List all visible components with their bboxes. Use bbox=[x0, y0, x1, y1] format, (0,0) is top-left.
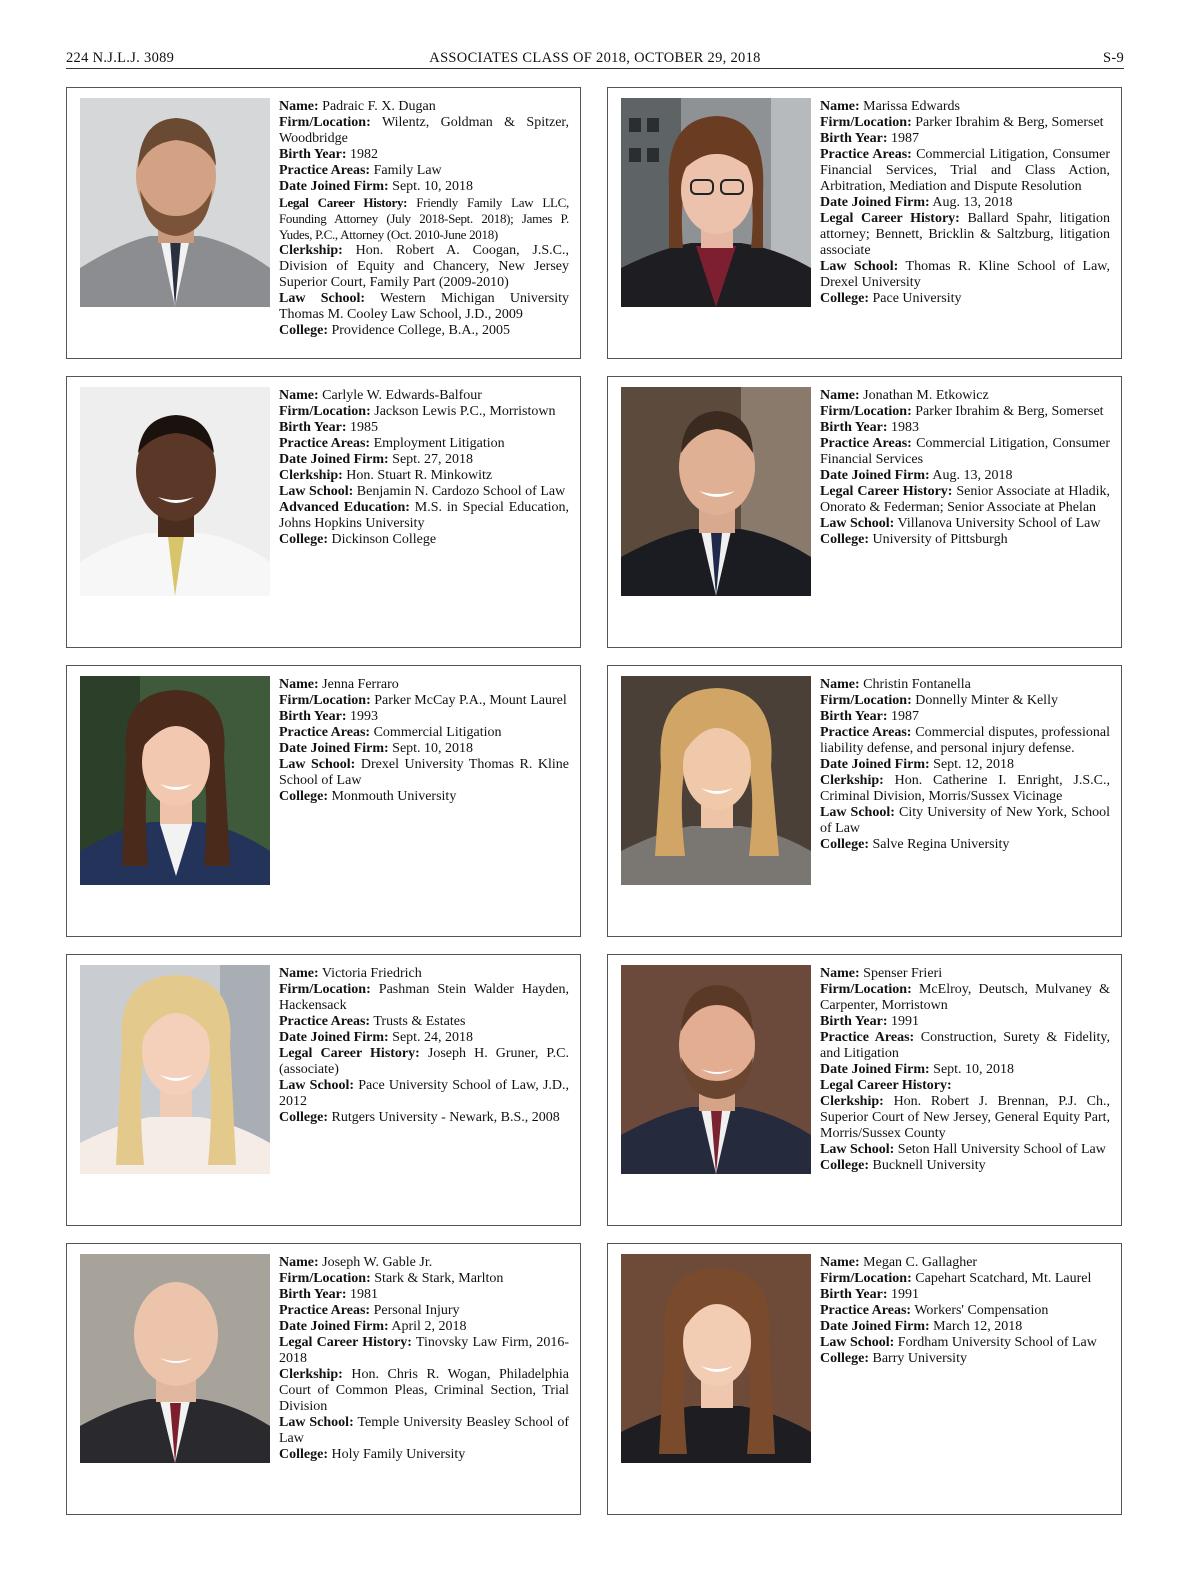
field-label: College: bbox=[820, 291, 869, 306]
profile-card bbox=[607, 376, 1122, 648]
field-value: Commercial Litigation bbox=[373, 725, 502, 740]
field-value: Carlyle W. Edwards-Balfour bbox=[322, 388, 482, 403]
field-date-joined bbox=[279, 1319, 569, 1335]
profile-details bbox=[820, 1255, 1110, 1367]
field-label: Clerkship: bbox=[279, 243, 343, 258]
field-value: Parker McCay P.A., Mount Laurel bbox=[374, 693, 567, 708]
field-value: Seton Hall University School of Law bbox=[897, 1142, 1106, 1157]
field-value: Stark & Stark, Marlton bbox=[374, 1271, 504, 1286]
field-date-joined bbox=[820, 195, 1110, 211]
field-date-joined bbox=[820, 468, 1110, 484]
field-law-school bbox=[820, 1335, 1110, 1351]
field-practice-areas bbox=[820, 1303, 1110, 1319]
field-firm-location bbox=[279, 1271, 569, 1287]
field-value: Benjamin N. Cardozo School of Law bbox=[356, 484, 566, 499]
field-value: Sept. 10, 2018 bbox=[392, 741, 474, 756]
portrait-photo bbox=[621, 1254, 811, 1463]
field-label: Date Joined Firm: bbox=[820, 757, 930, 772]
field-label: Advanced Education: bbox=[279, 500, 410, 515]
field-firm-location bbox=[279, 404, 569, 420]
field-label: Law School: bbox=[820, 1335, 895, 1350]
field-label: College: bbox=[820, 837, 869, 852]
field-value: Hon. Catherine I. Enright, J.S.C., Criminal Division, Morris/Sussex Vicinage bbox=[820, 773, 1111, 804]
field-label: Birth Year: bbox=[279, 1287, 347, 1302]
field-law-school bbox=[820, 1142, 1110, 1158]
profile-card bbox=[607, 954, 1122, 1226]
field-label: College: bbox=[279, 532, 328, 547]
profile-card bbox=[66, 954, 581, 1226]
field-label: Practice Areas: bbox=[279, 1014, 371, 1029]
field-label: Name: bbox=[279, 966, 319, 981]
field-practice-areas bbox=[279, 1014, 569, 1030]
field-law-school bbox=[279, 1078, 569, 1110]
field-value: Sept. 27, 2018 bbox=[392, 452, 474, 467]
field-label: Name: bbox=[820, 677, 860, 692]
field-birth-year bbox=[279, 1287, 569, 1303]
field-value: Commercial Litigation, Consumer Financial Services bbox=[820, 436, 1110, 467]
field-label: Legal Career History: bbox=[279, 195, 408, 210]
field-name bbox=[820, 99, 1110, 115]
field-value: Sept. 24, 2018 bbox=[392, 1030, 474, 1045]
header-citation: 224 N.J.L.J. 3089 bbox=[66, 50, 175, 66]
field-value: Megan C. Gallagher bbox=[863, 1255, 978, 1270]
field-firm-location bbox=[279, 982, 569, 1014]
field-clerkship bbox=[279, 468, 569, 484]
field-label: College: bbox=[820, 1158, 869, 1173]
field-value: Jackson Lewis P.C., Morristown bbox=[374, 404, 556, 419]
field-label: Practice Areas: bbox=[820, 436, 912, 451]
field-value: Pashman Stein Walder Hayden, Hackensack bbox=[279, 982, 569, 1013]
profile-details bbox=[820, 966, 1110, 1174]
field-practice-areas bbox=[820, 725, 1110, 757]
field-value: Drexel University Thomas R. Kline School of Law bbox=[279, 757, 569, 788]
field-date-joined bbox=[820, 757, 1110, 773]
field-value: Jenna Ferraro bbox=[322, 677, 399, 692]
field-name bbox=[820, 677, 1110, 693]
portrait-photo bbox=[80, 98, 270, 307]
field-value: Commercial Litigation, Consumer Financial Services, Trial and Class Action, Arbitration, Mediation and Dispute Resolution bbox=[820, 147, 1110, 194]
field-label: Name: bbox=[820, 99, 860, 114]
field-value: Barry University bbox=[872, 1351, 967, 1366]
field-label: Practice Areas: bbox=[820, 147, 912, 162]
portrait-photo bbox=[621, 676, 811, 885]
field-value: Parker Ibrahim & Berg, Somerset bbox=[915, 404, 1104, 419]
field-label: Date Joined Firm: bbox=[820, 1062, 930, 1077]
portrait-photo bbox=[621, 387, 811, 596]
field-college bbox=[279, 1110, 569, 1126]
field-value: Rutgers University - Newark, B.S., 2008 bbox=[331, 1110, 560, 1125]
field-value: Donnelly Minter & Kelly bbox=[915, 693, 1058, 708]
field-label: Date Joined Firm: bbox=[279, 1030, 389, 1045]
field-college bbox=[820, 532, 1110, 548]
field-label: Legal Career History: bbox=[820, 1078, 952, 1093]
field-birth-year bbox=[820, 1287, 1110, 1303]
profile-details bbox=[279, 1255, 569, 1463]
profile-card bbox=[607, 1243, 1122, 1515]
field-career-history bbox=[820, 484, 1110, 516]
field-label: Law School: bbox=[820, 259, 899, 274]
field-label: Date Joined Firm: bbox=[820, 1319, 930, 1334]
field-label: Firm/Location: bbox=[820, 404, 912, 419]
field-value: Joseph H. Gruner, P.C. (associate) bbox=[279, 1046, 570, 1077]
field-law-school bbox=[279, 484, 569, 500]
field-value: Hon. Robert A. Coogan, J.S.C., Division of Equity and Chancery, New Jersey Superior Court, Family Part (2009-2010) bbox=[279, 243, 569, 290]
field-name bbox=[279, 677, 569, 693]
profile-details bbox=[279, 677, 569, 805]
field-value: Pace University bbox=[872, 291, 962, 306]
field-label: Legal Career History: bbox=[279, 1335, 412, 1350]
field-value: University of Pittsburgh bbox=[872, 532, 1008, 547]
field-value: Trusts & Estates bbox=[373, 1014, 466, 1029]
field-clerkship bbox=[279, 1367, 569, 1415]
field-label: Law School: bbox=[820, 516, 895, 531]
profile-card bbox=[66, 87, 581, 359]
field-law-school bbox=[279, 757, 569, 789]
field-college bbox=[820, 291, 1110, 307]
profile-card bbox=[607, 87, 1122, 359]
field-value: 1987 bbox=[891, 131, 920, 146]
field-label: Name: bbox=[279, 1255, 319, 1270]
field-name bbox=[279, 966, 569, 982]
field-value: Capehart Scatchard, Mt. Laurel bbox=[915, 1271, 1092, 1286]
field-label: Firm/Location: bbox=[279, 693, 371, 708]
field-value: Christin Fontanella bbox=[863, 677, 971, 692]
field-law-school bbox=[820, 516, 1110, 532]
field-label: Date Joined Firm: bbox=[820, 468, 930, 483]
portrait-photo bbox=[80, 965, 270, 1174]
field-date-joined bbox=[279, 1030, 569, 1046]
field-firm-location bbox=[820, 1271, 1110, 1287]
profile-card bbox=[66, 376, 581, 648]
field-birth-year bbox=[820, 709, 1110, 725]
field-label: Law School: bbox=[279, 1078, 355, 1093]
field-label: Law School: bbox=[820, 1142, 895, 1157]
field-label: Law School: bbox=[820, 805, 895, 820]
field-career-history bbox=[820, 1078, 1110, 1094]
portrait-photo bbox=[80, 1254, 270, 1463]
profile-details bbox=[279, 966, 569, 1126]
field-birth-year bbox=[820, 1014, 1110, 1030]
field-value: 1982 bbox=[350, 147, 379, 162]
field-value: Villanova University School of Law bbox=[897, 516, 1101, 531]
field-label: College: bbox=[279, 323, 328, 338]
field-value: Marissa Edwards bbox=[863, 99, 960, 114]
field-college bbox=[279, 532, 569, 548]
field-label: Birth Year: bbox=[279, 147, 347, 162]
field-practice-areas bbox=[279, 725, 569, 741]
field-value: Joseph W. Gable Jr. bbox=[322, 1255, 433, 1270]
field-practice-areas bbox=[279, 1303, 569, 1319]
field-label: Firm/Location: bbox=[279, 404, 371, 419]
field-career-history bbox=[820, 211, 1110, 259]
field-label: Name: bbox=[820, 1255, 860, 1270]
field-label: Firm/Location: bbox=[820, 1271, 912, 1286]
field-value: Hon. Robert J. Brennan, P.J. Ch., Superior Court of New Jersey, General Equity Part, Morris/Sussex County bbox=[820, 1094, 1110, 1141]
field-name bbox=[820, 966, 1110, 982]
field-label: Legal Career History: bbox=[820, 484, 953, 499]
field-advanced-education bbox=[279, 500, 569, 532]
field-value: Employment Litigation bbox=[373, 436, 505, 451]
field-value: 1981 bbox=[350, 1287, 379, 1302]
field-college bbox=[279, 323, 569, 339]
field-value: Construction, Surety & Fidelity, and Litigation bbox=[820, 1030, 1111, 1061]
field-value: Temple University Beasley School of Law bbox=[279, 1415, 569, 1446]
field-value: Spenser Frieri bbox=[863, 966, 943, 981]
field-label: Date Joined Firm: bbox=[820, 195, 930, 210]
field-career-history bbox=[279, 1046, 569, 1078]
field-value: Wilentz, Goldman & Spitzer, Woodbridge bbox=[279, 115, 570, 146]
field-label: Name: bbox=[279, 388, 319, 403]
field-label: Date Joined Firm: bbox=[279, 179, 389, 194]
field-practice-areas bbox=[279, 163, 569, 179]
field-value: 1985 bbox=[350, 420, 379, 435]
field-clerkship bbox=[279, 243, 569, 291]
field-clerkship bbox=[820, 1094, 1110, 1142]
field-label: Practice Areas: bbox=[279, 163, 371, 178]
field-label: Name: bbox=[279, 677, 319, 692]
field-label: Date Joined Firm: bbox=[279, 741, 389, 756]
field-label: Date Joined Firm: bbox=[279, 1319, 389, 1334]
header-title: ASSOCIATES CLASS OF 2018, OCTOBER 29, 2018 bbox=[429, 50, 761, 66]
field-value: Padraic F. X. Dugan bbox=[322, 99, 436, 114]
field-firm-location bbox=[820, 982, 1110, 1014]
field-value: Personal Injury bbox=[373, 1303, 460, 1318]
field-value: McElroy, Deutsch, Mulvaney & Carpenter, Morristown bbox=[820, 982, 1111, 1013]
field-value: Bucknell University bbox=[872, 1158, 986, 1173]
profile-card bbox=[607, 665, 1122, 937]
field-value: 1983 bbox=[891, 420, 920, 435]
field-value: Hon. Chris R. Wogan, Philadelphia Court of Common Pleas, Criminal Section, Trial Division bbox=[279, 1367, 570, 1414]
profile-details bbox=[279, 388, 569, 548]
field-label: Firm/Location: bbox=[279, 115, 371, 130]
field-value: March 12, 2018 bbox=[933, 1319, 1023, 1334]
field-label: Law School: bbox=[279, 484, 354, 499]
field-label: College: bbox=[279, 1110, 328, 1125]
field-label: Birth Year: bbox=[279, 420, 347, 435]
field-label: Legal Career History: bbox=[820, 211, 960, 226]
field-college bbox=[820, 1351, 1110, 1367]
field-date-joined bbox=[279, 741, 569, 757]
field-label: Birth Year: bbox=[820, 420, 888, 435]
field-value: Sept. 10, 2018 bbox=[933, 1062, 1015, 1077]
field-label: Name: bbox=[820, 388, 860, 403]
field-value: Friendly Family Law LLC, Founding Attorney (July 2018-Sept. 2018); James P. Yudes, P.C., Attorney (Oct. 2010-June 2018) bbox=[279, 195, 570, 242]
field-birth-year bbox=[279, 709, 569, 725]
field-label: Firm/Location: bbox=[820, 982, 912, 997]
field-college bbox=[820, 837, 1110, 853]
field-value: Family Law bbox=[373, 163, 442, 178]
field-value: Tinovsky Law Firm, 2016-2018 bbox=[279, 1335, 570, 1366]
field-label: Clerkship: bbox=[820, 1094, 884, 1109]
field-birth-year bbox=[279, 147, 569, 163]
field-value: Holy Family University bbox=[331, 1447, 466, 1462]
field-college bbox=[820, 1158, 1110, 1174]
field-label: Practice Areas: bbox=[820, 1303, 912, 1318]
field-label: Practice Areas: bbox=[279, 725, 371, 740]
field-law-school bbox=[820, 259, 1110, 291]
field-label: Clerkship: bbox=[820, 773, 884, 788]
field-birth-year bbox=[820, 131, 1110, 147]
field-value: Parker Ibrahim & Berg, Somerset bbox=[915, 115, 1104, 130]
field-label: Law School: bbox=[279, 291, 366, 306]
field-practice-areas bbox=[820, 1030, 1110, 1062]
field-value: Senior Associate at Hladik, Onorato & Federman; Senior Associate at Phelan bbox=[820, 484, 1111, 515]
portrait-photo bbox=[80, 676, 270, 885]
field-label: Law School: bbox=[279, 757, 356, 772]
field-law-school bbox=[820, 805, 1110, 837]
field-value: Hon. Stuart R. Minkowitz bbox=[346, 468, 493, 483]
field-label: Name: bbox=[820, 966, 860, 981]
field-label: Name: bbox=[279, 99, 319, 114]
field-name bbox=[820, 1255, 1110, 1271]
field-label: Birth Year: bbox=[820, 1014, 888, 1029]
portrait-photo bbox=[621, 98, 811, 307]
field-label: Firm/Location: bbox=[820, 693, 912, 708]
field-value: 1991 bbox=[891, 1014, 920, 1029]
field-college bbox=[279, 1447, 569, 1463]
profile-details bbox=[820, 388, 1110, 548]
field-value: Victoria Friedrich bbox=[321, 966, 422, 981]
field-name bbox=[279, 388, 569, 404]
field-label: Birth Year: bbox=[820, 131, 888, 146]
field-label: College: bbox=[279, 1447, 328, 1462]
field-label: Firm/Location: bbox=[279, 1271, 371, 1286]
field-label: Birth Year: bbox=[820, 1287, 888, 1302]
field-firm-location bbox=[820, 115, 1110, 131]
field-practice-areas bbox=[820, 147, 1110, 195]
header-page-number: S-9 bbox=[1102, 50, 1124, 66]
portrait-photo bbox=[80, 387, 270, 596]
field-label: College: bbox=[279, 789, 328, 804]
field-value: Western Michigan University Thomas M. Cooley Law School, J.D., 2009 bbox=[279, 291, 570, 322]
field-label: Law School: bbox=[279, 1415, 354, 1430]
field-birth-year bbox=[279, 420, 569, 436]
field-firm-location bbox=[820, 693, 1110, 709]
field-practice-areas bbox=[820, 436, 1110, 468]
field-value: 1991 bbox=[891, 1287, 920, 1302]
field-date-joined bbox=[279, 179, 569, 195]
field-value: Pace University School of Law, J.D., 2012 bbox=[279, 1078, 569, 1109]
field-name bbox=[820, 388, 1110, 404]
field-value: Sept. 10, 2018 bbox=[392, 179, 474, 194]
field-date-joined bbox=[820, 1319, 1110, 1335]
field-label: Birth Year: bbox=[820, 709, 888, 724]
field-value: 1993 bbox=[350, 709, 379, 724]
field-college bbox=[279, 789, 569, 805]
field-career-history bbox=[279, 1335, 569, 1367]
field-value: Aug. 13, 2018 bbox=[932, 468, 1013, 483]
field-clerkship bbox=[820, 773, 1110, 805]
field-date-joined bbox=[279, 452, 569, 468]
field-firm-location bbox=[279, 693, 569, 709]
field-label: Legal Career History: bbox=[279, 1046, 420, 1061]
field-label: Practice Areas: bbox=[279, 436, 371, 451]
field-career-history bbox=[279, 195, 569, 243]
field-date-joined bbox=[820, 1062, 1110, 1078]
field-firm-location bbox=[279, 115, 569, 147]
field-label: Birth Year: bbox=[279, 709, 347, 724]
field-value: Ballard Spahr, litigation attorney; Bennett, Bricklin & Saltzburg, litigation associate bbox=[820, 211, 1110, 258]
field-law-school bbox=[279, 291, 569, 323]
field-value: M.S. in Special Education, Johns Hopkins University bbox=[279, 500, 569, 531]
field-practice-areas bbox=[279, 436, 569, 452]
field-label: Firm/Location: bbox=[279, 982, 371, 997]
field-firm-location bbox=[820, 404, 1110, 420]
field-value: Fordham University School of Law bbox=[897, 1335, 1097, 1350]
field-label: Firm/Location: bbox=[820, 115, 912, 130]
field-value: Workers' Compensation bbox=[914, 1303, 1049, 1318]
portrait-photo bbox=[621, 965, 811, 1174]
profile-details bbox=[279, 99, 569, 339]
field-label: Date Joined Firm: bbox=[279, 452, 389, 467]
field-value: Sept. 12, 2018 bbox=[933, 757, 1015, 772]
field-value: City University of New York, School of Law bbox=[820, 805, 1111, 836]
field-value: Commercial disputes, professional liability defense, and personal injury defense. bbox=[820, 725, 1110, 756]
field-value: Salve Regina University bbox=[872, 837, 1010, 852]
field-value: Aug. 13, 2018 bbox=[932, 195, 1013, 210]
field-birth-year bbox=[820, 420, 1110, 436]
profile-card bbox=[66, 665, 581, 937]
field-name bbox=[279, 99, 569, 115]
field-value: Dickinson College bbox=[331, 532, 437, 547]
field-value: Monmouth University bbox=[331, 789, 457, 804]
field-label: Clerkship: bbox=[279, 1367, 343, 1382]
field-value: Providence College, B.A., 2005 bbox=[331, 323, 510, 338]
field-label: Practice Areas: bbox=[820, 725, 912, 740]
field-label: Clerkship: bbox=[279, 468, 343, 483]
field-label: College: bbox=[820, 1351, 869, 1366]
field-label: Practice Areas: bbox=[279, 1303, 371, 1318]
field-value: 1987 bbox=[891, 709, 920, 724]
field-label: College: bbox=[820, 532, 869, 547]
page-header bbox=[66, 46, 1124, 69]
field-name bbox=[279, 1255, 569, 1271]
field-value: April 2, 2018 bbox=[391, 1319, 467, 1334]
field-label: Practice Areas: bbox=[820, 1030, 915, 1045]
profile-card bbox=[66, 1243, 581, 1515]
profile-details bbox=[820, 677, 1110, 853]
field-value: Thomas R. Kline School of Law, Drexel University bbox=[820, 259, 1110, 290]
profile-details bbox=[820, 99, 1110, 307]
field-value: Jonathan M. Etkowicz bbox=[863, 388, 989, 403]
field-law-school bbox=[279, 1415, 569, 1447]
